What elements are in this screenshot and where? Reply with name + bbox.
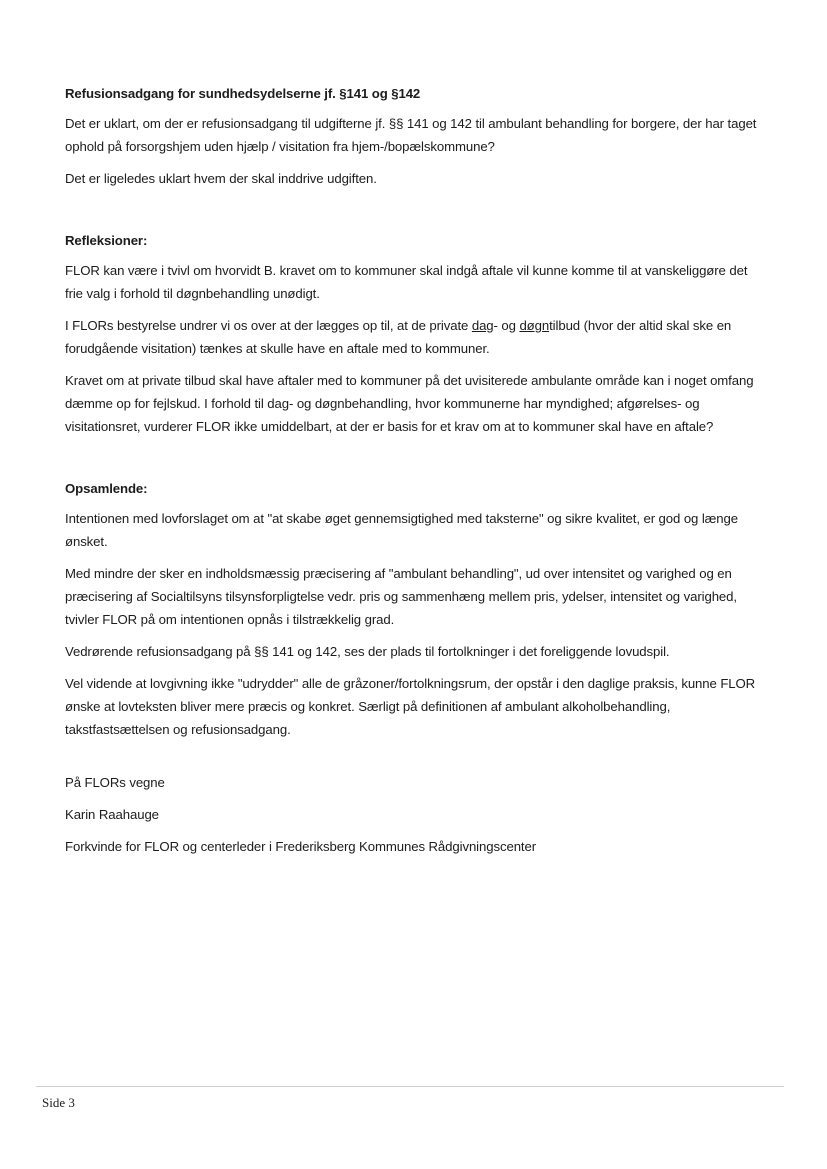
underlined-dogn: døgn [519, 318, 550, 333]
paragraph-reflections-private-offers: Kravet om at private tilbud skal have aftaler med to kommuner på det uvisiterede ambulante område kan i noget omfang dæmme op for fejlskud. I forhold til dag- og døgnbehandling, hvor kommunerne har myndighed; afgørelses- og visitationsret, vurderer FLOR ikke umiddelbart, at der er basis for et krav om at to kommuner skal have en aftale? [65, 373, 754, 434]
page-number: Side 3 [42, 1095, 75, 1110]
paragraph-reflections-board [65, 314, 765, 360]
paragraph-summary-legislation: Vel vidende at lovgivning ikke "udrydder" alle de gråzoner/fortolkningsrum, der opstår i den daglige praksis, kunne FLOR ønske at lovteksten bliver mere præcis og konkret. Særligt på definitionen af ambulant alkoholbehandling, takstfastsættelsen og refusionsadgang. [65, 676, 756, 737]
board-text-a: I FLORs bestyrelse undrer vi os over at der lægges op til, at de private [65, 318, 472, 333]
paragraph-summary-refusion: Vedrørende refusionsadgang på §§ 141 og 142, ses der plads til fortolkninger i det foreliggende lovudspil. [65, 644, 670, 659]
section-heading-reflections: Refleksioner: [65, 233, 148, 248]
board-text-c: tilbud (hvor der altid skal ske en forudgående visitation) tænkes at skulle have en aftale med to kommuner. [65, 318, 732, 356]
paragraph-summary-intention: Intentionen med lovforslaget om at "at skabe øget gennemsigtighed med taksterne" og sikre kvalitet, er god og længe ønsket. [65, 511, 739, 549]
signature-on-behalf: På FLORs vegne [65, 775, 165, 790]
section-heading-refusion: Refusionsadgang for sundhedsydelserne jf. §141 og §142 [65, 86, 421, 101]
underlined-dag: dag [471, 318, 494, 333]
signature-name: Karin Raahauge [65, 807, 159, 822]
signature-title: Forkvinde for FLOR og centerleder i Frederiksberg Kommunes Rådgivningscenter [65, 839, 537, 854]
paragraph-reflections-free-choice: FLOR kan være i tvivl om hvorvidt B. kravet om to kommuner skal indgå aftale vil kunne komme til at vanskeliggøre det frie valg i forhold til døgnbehandling unødigt. [65, 263, 748, 301]
board-text-b: - og [493, 318, 520, 333]
footer-divider [36, 1086, 784, 1087]
paragraph-summary-clarification: Med mindre der sker en indholdsmæssig præcisering af "ambulant behandling", ud over intensitet og varighed og en præcisering af Socialtilsyns tilsynsforpligtelse vedr. pris og sammenhæng mellem pris, ydelser, intensitet og varighed, tvivler FLOR på om intentionen opnås i tilstrækkelig grad. [65, 566, 737, 627]
section-heading-summary: Opsamlende: [65, 481, 148, 496]
paragraph-refusion-collection: Det er ligeledes uklart hvem der skal inddrive udgiften. [65, 171, 377, 186]
paragraph-refusion-unclear: Det er uklart, om der er refusionsadgang til udgifterne jf. §§ 141 og 142 til ambulant behandling for borgere, der har taget ophold på forsorgshjem uden hjælp / visitation fra hjem-/bopælskommune? [65, 116, 757, 154]
page-body [65, 82, 765, 867]
